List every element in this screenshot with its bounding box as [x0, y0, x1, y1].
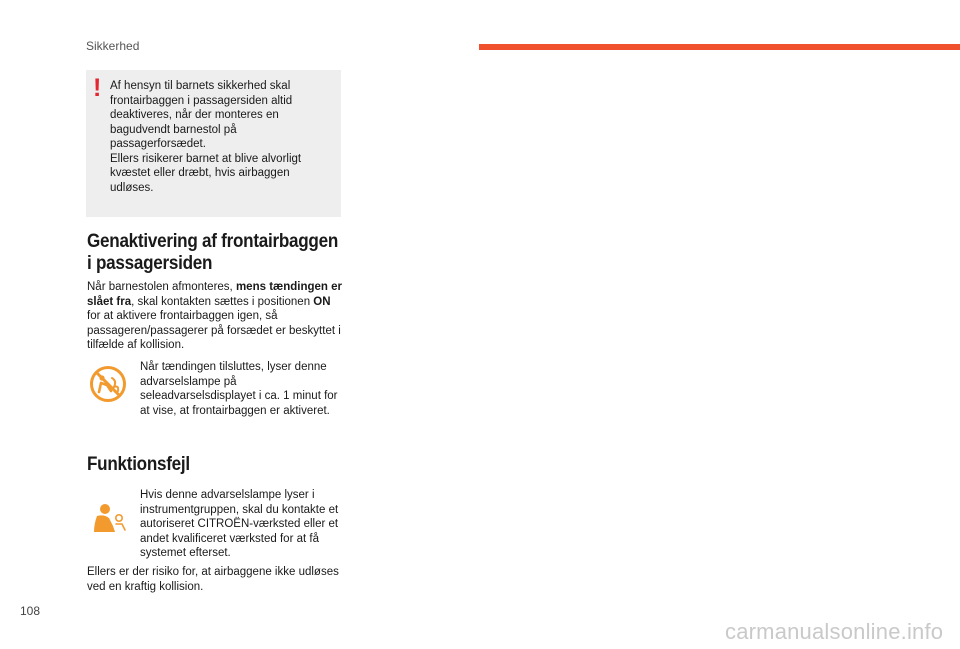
section-accent-bar: [479, 44, 960, 50]
airbag-fault-icon: [92, 502, 128, 534]
text-run: for at aktivere frontairbaggen igen, så passageren/passagerer på forsædet er beskyttet i tilfælde af kollision.: [87, 310, 341, 351]
malfunction-indicator-paragraph: Hvis denne advarselslampe lyser i instrumentgruppen, skal du kontakte et autoriseret CITROËN-værksted eller et andet kvalificeret værksted for at få systemet efterset.: [140, 489, 339, 559]
malfunction-risk-paragraph: Ellers er der risiko for, at airbaggene ikke udløses ved en kraftig kollision.: [87, 566, 339, 593]
indicator-paragraph: Når tændingen tilsluttes, lyser denne advarselslampe på seleadvarselsdisplayet i ca. 1 minut for at vise, at frontairbaggen er aktiveret.: [140, 361, 338, 417]
warning-paragraph-2: Ellers risikerer barnet at blive alvorligt kvæstet eller dræbt, hvis airbaggen udløses.: [110, 152, 302, 194]
airbag-off-warning-icon: [88, 365, 128, 403]
text-run: Når barnestolen afmonteres,: [87, 281, 236, 293]
warning-text: [110, 79, 335, 195]
watermark: carmanualsonline.info: [725, 619, 944, 644]
page-number: 108: [20, 604, 41, 618]
text-run: , skal kontakten sættes i positionen: [131, 295, 314, 308]
exclamation-warning-icon: !: [93, 74, 102, 102]
malfunction-heading: Funktionsfejl: [87, 454, 190, 475]
reactivation-paragraph: [87, 280, 345, 353]
reactivation-heading: Genaktivering af frontairbaggen i passagersiden: [87, 231, 339, 274]
section-label: Sikkerhed: [86, 39, 140, 53]
bold-text-run: ON: [313, 295, 331, 308]
bold-text-run: mens tændingen er slået fra: [87, 281, 343, 308]
warning-paragraph-1: Af hensyn til barnets sikkerhed skal frontairbaggen i passagersiden altid deaktiveres, når der monteres en bagudvendt barnestol på passagerforsædet.: [110, 80, 293, 150]
